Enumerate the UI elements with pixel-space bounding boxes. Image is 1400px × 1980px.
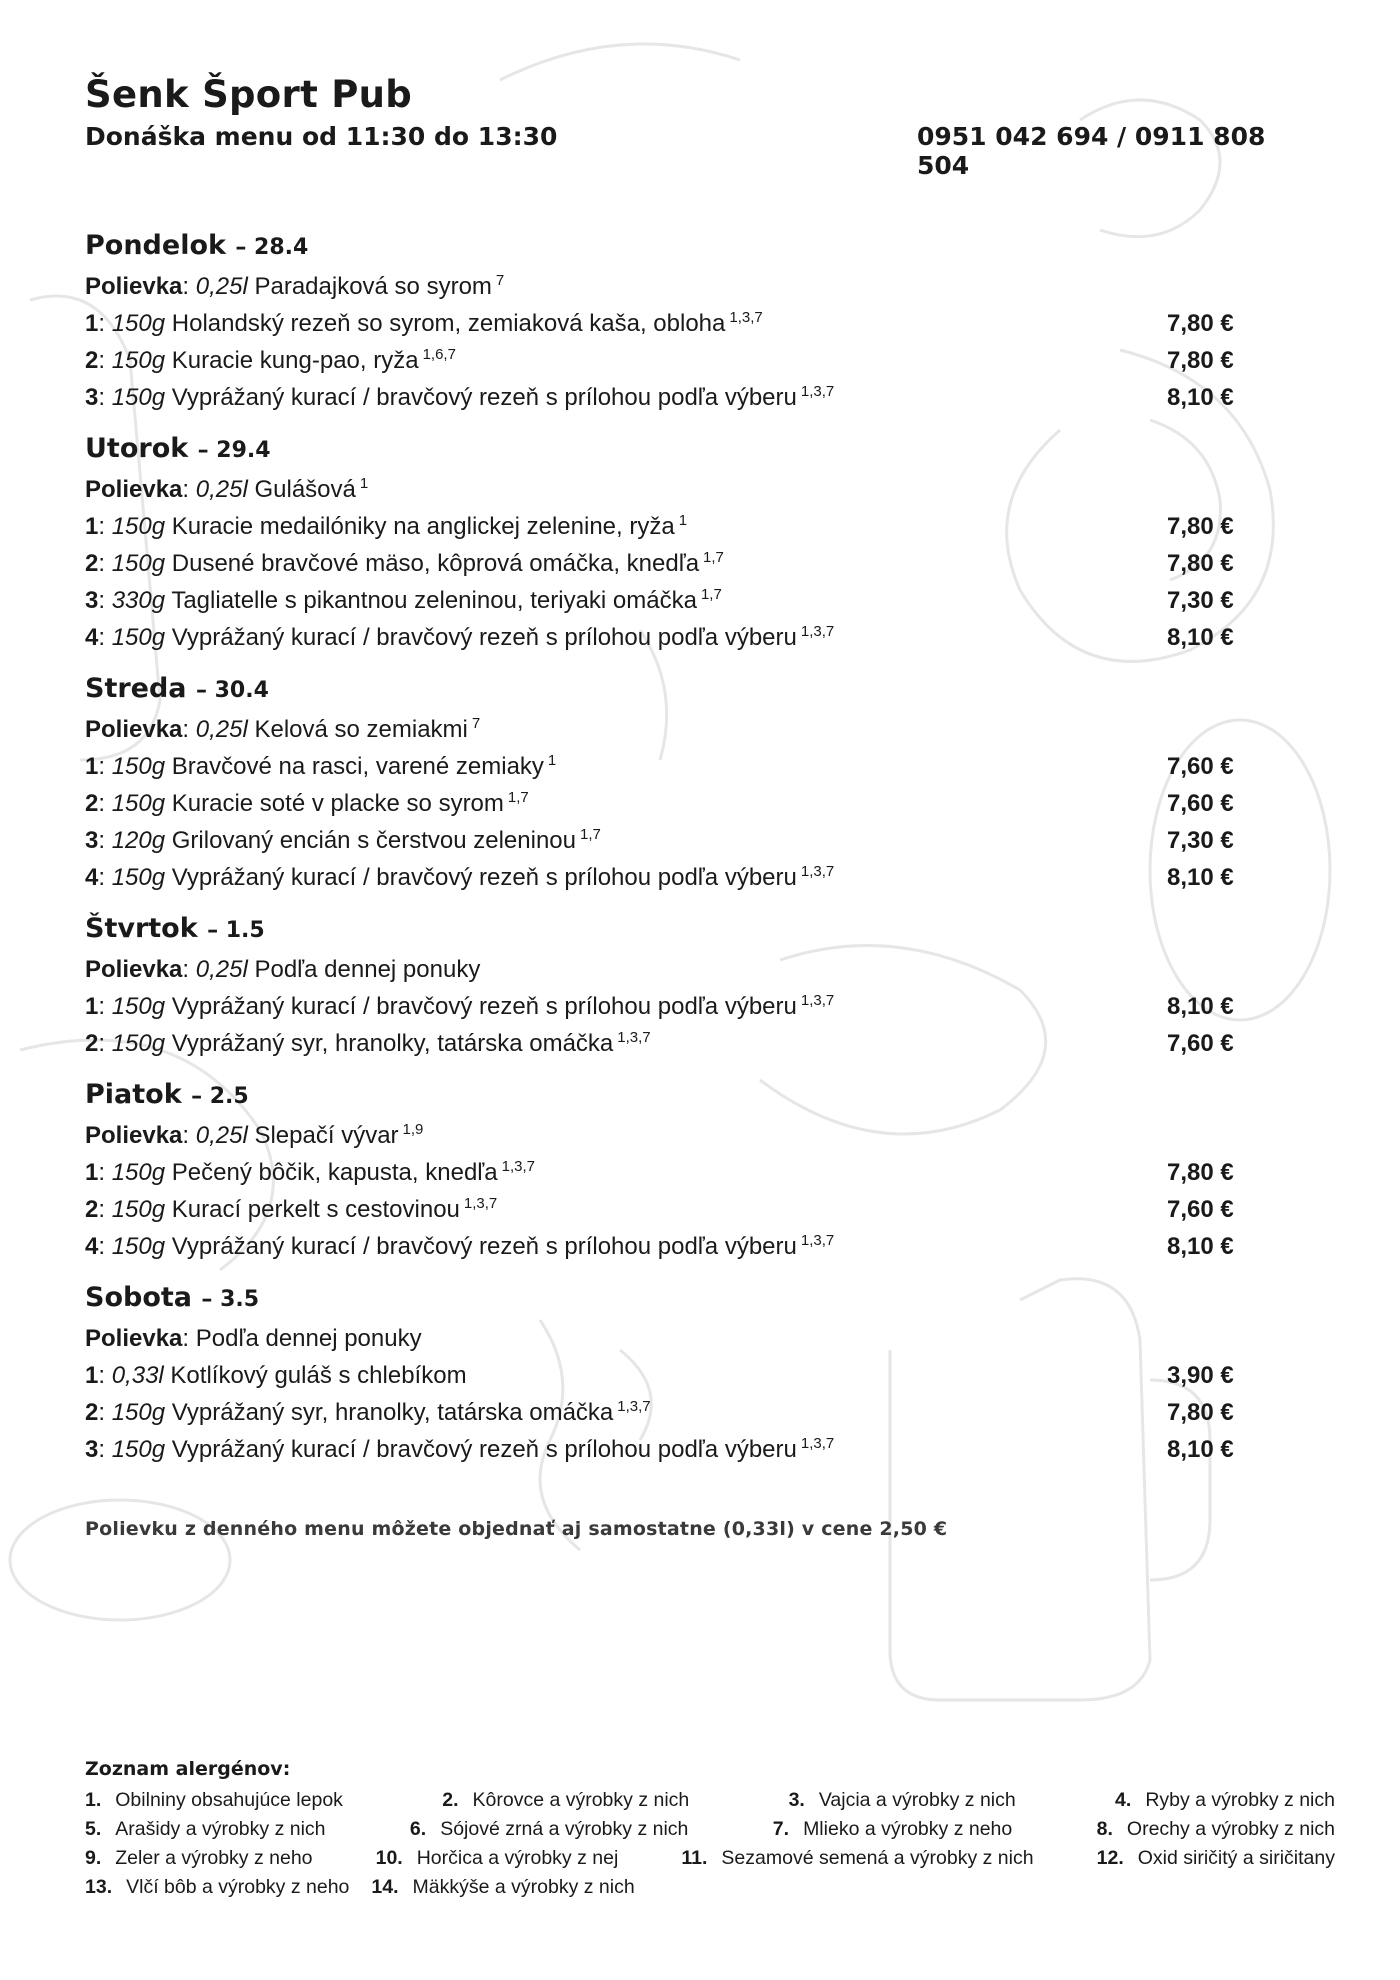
- item-portion: 150g: [111, 347, 166, 374]
- day-name: Utorok: [85, 433, 189, 464]
- item-allergens: 1,3,7: [617, 1029, 651, 1046]
- item-portion: 150g: [111, 753, 166, 780]
- item-price: 7,80 €: [1167, 310, 1234, 337]
- menu-item-row: [85, 785, 1325, 822]
- allergen-text: Obilniny obsahujúce lepok: [115, 1789, 343, 1811]
- item-label: Polievka: [85, 1325, 183, 1352]
- item-label: 1: [85, 513, 99, 540]
- allergen-text: Orechy a výrobky z nich: [1126, 1818, 1335, 1840]
- day-header: [85, 669, 1325, 709]
- pub-title: Šenk Šport Pub: [85, 73, 413, 116]
- item-description: 2: 150g Vyprážaný syr, hranolky, tatárska omáčka $^{1,3,7}$: [85, 1029, 651, 1057]
- item-portion: 150g: [111, 1159, 166, 1186]
- item-name: Kuracie soté v placke so syrom: [171, 790, 504, 817]
- allergen-item: [371, 1873, 634, 1902]
- item-description: 3: 150g Vyprážaný kurací / bravčový rezeň s prílohou podľa výberu $^{1,3,7}$: [85, 1435, 835, 1463]
- item-label: 3: [85, 384, 99, 411]
- allergen-number: 14.: [371, 1876, 399, 1898]
- item-description: 3: 120g Grilovaný encián s čerstvou zeleninou $^{1,7}$: [85, 826, 601, 854]
- item-price: 7,80 €: [1167, 347, 1234, 374]
- item-label: Polievka: [85, 1122, 183, 1149]
- day-section: [85, 226, 1325, 416]
- item-name: Grilovaný encián s čerstvou zeleninou: [171, 827, 576, 854]
- item-name: Vyprážaný syr, hranolky, tatárska omáčka: [171, 1399, 614, 1426]
- allergen-item: [410, 1815, 688, 1844]
- item-portion: 150g: [111, 1233, 166, 1260]
- item-name: Paradajková so syrom: [254, 273, 492, 300]
- item-name: Slepačí vývar: [254, 1122, 399, 1149]
- day-name: Štvrtok: [85, 913, 198, 944]
- item-label: 4: [85, 864, 99, 891]
- day-name: Pondelok: [85, 230, 226, 261]
- item-price: 8,10 €: [1167, 1436, 1234, 1463]
- allergen-text: Zeler a výrobky z neho: [115, 1847, 313, 1869]
- menu-item-row: [85, 582, 1325, 619]
- item-label: 4: [85, 624, 99, 651]
- item-portion: 0,33l: [111, 1362, 164, 1389]
- item-description: 4: 150g Vyprážaný kurací / bravčový rezeň s prílohou podľa výberu $^{1,3,7}$: [85, 1232, 835, 1260]
- menu-item-row: [85, 1394, 1325, 1431]
- item-label: 2: [85, 790, 99, 817]
- allergen-text: Ryby a výrobky z nich: [1145, 1789, 1335, 1811]
- day-header: [85, 226, 1325, 266]
- item-name: Gulášová: [254, 476, 356, 503]
- day-section: [85, 909, 1325, 1062]
- item-allergens: 1,7: [700, 586, 722, 603]
- item-price: 7,60 €: [1167, 753, 1234, 780]
- item-allergens: 1,3,7: [800, 1435, 835, 1452]
- day-date: – 29.4: [197, 438, 271, 463]
- allergen-text: Mlieko a výrobky z neho: [803, 1818, 1013, 1840]
- item-name: Pečený bôčik, kapusta, knedľa: [171, 1159, 498, 1186]
- item-label: Polievka: [85, 716, 183, 743]
- allergen-text: Oxid siričitý a siričitany: [1137, 1847, 1335, 1869]
- item-portion: 150g: [111, 864, 166, 891]
- item-portion: 150g: [111, 513, 166, 540]
- soup-note: Polievku z denného menu môžete objednať aj samostatne (0,33l) v cene 2,50 €: [85, 1518, 948, 1540]
- menu-item-row: [85, 1154, 1325, 1191]
- item-portion: 0,25l: [195, 1122, 248, 1149]
- menu-item-row: [85, 545, 1325, 582]
- item-portion: 150g: [111, 993, 166, 1020]
- item-label: 3: [85, 827, 99, 854]
- item-description: 1: 150g Holandský rezeň so syrom, zemiaková kaša, obloha $^{1,3,7}$: [85, 309, 763, 337]
- item-portion: 120g: [111, 827, 166, 854]
- menu-item-row: [85, 342, 1325, 379]
- allergen-number: 9.: [85, 1847, 102, 1869]
- allergen-number: 8.: [1096, 1818, 1113, 1840]
- allergen-number: 1.: [85, 1789, 102, 1811]
- menu-item-row: [85, 1357, 1325, 1394]
- allergen-item: [85, 1844, 313, 1873]
- item-allergens: 1,3,7: [800, 992, 835, 1009]
- item-name: Podľa dennej ponuky: [254, 956, 481, 983]
- item-label: 1: [85, 753, 99, 780]
- allergen-number: 13.: [85, 1876, 113, 1898]
- allergen-item: [85, 1873, 349, 1902]
- allergen-number: 7.: [772, 1818, 790, 1840]
- item-allergens: 1,3,7: [800, 383, 835, 400]
- soup-row: [85, 711, 1325, 748]
- menu-item-row: [85, 748, 1325, 785]
- item-description: 2: 150g Kurací perkelt s cestovinou $^{1,3,7}$: [85, 1195, 498, 1223]
- item-portion: 330g: [111, 587, 166, 614]
- soup-row: [85, 951, 1325, 988]
- allergen-text: Sezamové semená a výrobky z nich: [721, 1847, 1034, 1869]
- item-portion: 0,25l: [195, 956, 248, 983]
- item-name: Tagliatelle s pikantnou zeleninou, teriyaki omáčka: [171, 587, 697, 614]
- allergen-item: [1097, 1844, 1335, 1873]
- item-description: 2: 150g Dusené bravčové mäso, kôprová omáčka, knedľa $^{1,7}$: [85, 549, 724, 577]
- item-allergens: 1,6,7: [422, 346, 456, 363]
- item-label: Polievka: [85, 273, 183, 300]
- allergen-text: Vlčí bôb a výrobky z neho: [126, 1876, 350, 1898]
- menu-item-row: [85, 619, 1325, 656]
- allergen-number: 3.: [788, 1789, 805, 1811]
- allergen-item: [85, 1786, 343, 1815]
- item-price: 7,60 €: [1167, 1196, 1234, 1223]
- day-header: [85, 1278, 1325, 1318]
- allergen-item: [1115, 1786, 1335, 1815]
- menu-item-row: [85, 1431, 1325, 1468]
- soup-row: [85, 471, 1325, 508]
- item-price: 8,10 €: [1167, 864, 1234, 891]
- item-price: 8,10 €: [1167, 1233, 1234, 1260]
- menu-item-row: [85, 1025, 1325, 1062]
- menu-item-row: [85, 1191, 1325, 1228]
- item-name: Vyprážaný kurací / bravčový rezeň s prílohou podľa výberu: [171, 384, 797, 411]
- item-price: 7,80 €: [1167, 1399, 1234, 1426]
- day-date: – 28.4: [235, 235, 309, 260]
- day-date: – 1.5: [207, 918, 265, 943]
- item-name: Vyprážaný kurací / bravčový rezeň s prílohou podľa výberu: [171, 1233, 797, 1260]
- item-description: 1: 150g Kuracie medailóniky na anglickej zelenine, ryža $^1$: [85, 512, 688, 540]
- item-price: 3,90 €: [1167, 1362, 1234, 1389]
- allergen-text: Horčica a výrobky z nej: [416, 1847, 619, 1869]
- day-section: [85, 1278, 1325, 1468]
- menu-item-row: [85, 379, 1325, 416]
- item-name: Kotlíkový guláš s chlebíkom: [170, 1362, 467, 1389]
- menu-item-row: [85, 822, 1325, 859]
- item-allergens: 1: [359, 475, 369, 492]
- allergen-row: [85, 1815, 1335, 1844]
- allergen-text: Arašidy a výrobky z nich: [115, 1818, 326, 1840]
- item-portion: 150g: [111, 310, 166, 337]
- item-allergens: 7: [495, 272, 505, 289]
- day-name: Sobota: [85, 1282, 192, 1313]
- item-price: 7,60 €: [1167, 1030, 1234, 1057]
- menu-item-row: [85, 859, 1325, 896]
- allergen-number: 6.: [409, 1818, 427, 1840]
- item-allergens: 1,3,7: [800, 863, 835, 880]
- day-header: [85, 1075, 1325, 1115]
- day-date: – 30.4: [195, 678, 269, 703]
- allergen-row: [85, 1844, 1335, 1873]
- daily-menus: [85, 226, 1325, 1468]
- item-name: Kuracie kung-pao, ryža: [171, 347, 419, 374]
- item-label: 1: [85, 1362, 99, 1389]
- item-label: 2: [85, 347, 99, 374]
- item-label: 2: [85, 1399, 99, 1426]
- item-name: Holandský rezeň so syrom, zemiaková kaša, obloha: [171, 310, 726, 337]
- item-name: Kuracie medailóniky na anglickej zelenine, ryža: [171, 513, 675, 540]
- allergen-row: [85, 1873, 1335, 1902]
- day-name: Piatok: [85, 1079, 182, 1110]
- allergen-number: 5.: [85, 1818, 102, 1840]
- subheader: [85, 120, 1325, 180]
- item-allergens: 1,7: [507, 789, 529, 806]
- item-allergens: 1,3,7: [463, 1195, 498, 1212]
- item-name: Podľa dennej ponuky: [195, 1325, 422, 1352]
- allergen-list-title: Zoznam alergénov:: [85, 1758, 291, 1780]
- allergen-text: Kôrovce a výrobky z nich: [472, 1789, 690, 1811]
- soup-row: [85, 1320, 1325, 1357]
- item-label: 1: [85, 310, 99, 337]
- item-description: 2: 150g Kuracie soté v placke so syrom $^{1,7}$: [85, 789, 529, 817]
- allergen-text: Vajcia a výrobky z nich: [818, 1789, 1016, 1811]
- item-price: 7,80 €: [1167, 1159, 1234, 1186]
- item-name: Vyprážaný kurací / bravčový rezeň s prílohou podľa výberu: [171, 624, 797, 651]
- item-allergens: 7: [471, 715, 481, 732]
- item-name: Vyprážaný syr, hranolky, tatárska omáčka: [171, 1030, 614, 1057]
- item-price: 7,60 €: [1167, 790, 1234, 817]
- allergen-item: [773, 1815, 1012, 1844]
- item-allergens: 1,3,7: [800, 623, 835, 640]
- allergen-number: 11.: [681, 1847, 708, 1869]
- item-label: 3: [85, 1436, 99, 1463]
- item-portion: 150g: [111, 1436, 166, 1463]
- item-portion: 150g: [111, 384, 166, 411]
- phone-numbers: 0951 042 694 / 0911 808 504: [917, 122, 1266, 180]
- item-name: Bravčové na rasci, varené zemiaky: [171, 753, 544, 780]
- item-description: 1: 150g Vyprážaný kurací / bravčový rezeň s prílohou podľa výberu $^{1,3,7}$: [85, 992, 835, 1020]
- item-portion: 150g: [111, 1196, 166, 1223]
- menu-item-row: [85, 988, 1325, 1025]
- item-portion: 150g: [111, 790, 166, 817]
- allergen-item: [442, 1786, 689, 1815]
- allergen-item: [681, 1844, 1033, 1873]
- item-label: 2: [85, 550, 99, 577]
- item-label: 2: [85, 1030, 99, 1057]
- item-description: Polievka: 0,25l Paradajková so syrom $^7$: [85, 272, 505, 300]
- item-price: 7,30 €: [1167, 587, 1234, 614]
- item-price: 8,10 €: [1167, 384, 1234, 411]
- soup-row: [85, 268, 1325, 305]
- item-portion: 150g: [111, 1399, 166, 1426]
- item-allergens: 1,3,7: [501, 1158, 536, 1175]
- item-description: 3: 150g Vyprážaný kurací / bravčový rezeň s prílohou podľa výberu $^{1,3,7}$: [85, 383, 835, 411]
- allergen-row: [85, 1786, 1335, 1815]
- item-name: Kurací perkelt s cestovinou: [171, 1196, 460, 1223]
- allergen-list: [85, 1758, 1335, 1902]
- item-name: Vyprážaný kurací / bravčový rezeň s prílohou podľa výberu: [171, 1436, 797, 1463]
- item-description: 2: 150g Vyprážaný syr, hranolky, tatárska omáčka $^{1,3,7}$: [85, 1398, 651, 1426]
- item-portion: 0,25l: [195, 273, 248, 300]
- menu-page: [85, 70, 1325, 1540]
- item-allergens: 1: [678, 512, 688, 529]
- soup-row: [85, 1117, 1325, 1154]
- item-description: Polievka: 0,25l Gulášová $^1$: [85, 475, 369, 503]
- item-description: 2: 150g Kuracie kung-pao, ryža $^{1,6,7}$: [85, 346, 456, 374]
- delivery-hours: Donáška menu od 11:30 do 13:30: [85, 122, 558, 151]
- item-price: 8,10 €: [1167, 993, 1234, 1020]
- item-description: Polievka: Podľa dennej ponuky: [85, 1325, 422, 1352]
- allergen-number: 4.: [1115, 1789, 1132, 1811]
- item-allergens: 1,9: [402, 1121, 424, 1138]
- allergen-lines: [85, 1786, 1335, 1902]
- item-name: Kelová so zemiakmi: [254, 716, 468, 743]
- item-allergens: 1: [547, 752, 557, 769]
- menu-item-row: [85, 508, 1325, 545]
- allergen-number: 2.: [442, 1789, 459, 1811]
- allergen-text: Sójové zrná a výrobky z nich: [440, 1818, 689, 1840]
- item-name: Vyprážaný kurací / bravčový rezeň s prílohou podľa výberu: [171, 993, 797, 1020]
- item-label: 1: [85, 993, 99, 1020]
- allergen-number: 12.: [1096, 1847, 1124, 1869]
- item-allergens: 1,7: [703, 549, 724, 566]
- allergen-item: [1097, 1815, 1335, 1844]
- item-price: 7,80 €: [1167, 513, 1234, 540]
- item-allergens: 1,3,7: [617, 1398, 651, 1415]
- item-name: Dusené bravčové mäso, kôprová omáčka, knedľa: [171, 550, 700, 577]
- item-price: 7,80 €: [1167, 550, 1234, 577]
- allergen-item: [376, 1844, 619, 1873]
- item-allergens: 1,7: [579, 826, 601, 843]
- item-label: 4: [85, 1233, 99, 1260]
- day-name: Streda: [85, 673, 187, 704]
- item-description: 3: 330g Tagliatelle s pikantnou zeleninou, teriyaki omáčka $^{1,7}$: [85, 586, 722, 614]
- item-portion: 150g: [111, 624, 166, 651]
- item-label: Polievka: [85, 956, 183, 983]
- item-portion: 0,25l: [195, 716, 248, 743]
- day-section: [85, 1075, 1325, 1265]
- item-description: Polievka: 0,25l Slepačí vývar $^{1,9}$: [85, 1121, 424, 1149]
- item-description: 4: 150g Vyprážaný kurací / bravčový rezeň s prílohou podľa výberu $^{1,3,7}$: [85, 863, 835, 891]
- item-description: Polievka: 0,25l Kelová so zemiakmi $^7$: [85, 715, 481, 743]
- item-allergens: 1,3,7: [800, 1232, 835, 1249]
- item-description: 4: 150g Vyprážaný kurací / bravčový rezeň s prílohou podľa výberu $^{1,3,7}$: [85, 623, 835, 651]
- item-price: 7,30 €: [1167, 827, 1234, 854]
- allergen-item: [85, 1815, 326, 1844]
- item-label: 1: [85, 1159, 99, 1186]
- allergen-text: Mäkkýše a výrobky z nich: [412, 1876, 635, 1898]
- menu-item-row: [85, 305, 1325, 342]
- item-label: Polievka: [85, 476, 183, 503]
- item-portion: 0,25l: [195, 476, 248, 503]
- item-label: 3: [85, 587, 99, 614]
- item-label: 2: [85, 1196, 99, 1223]
- item-description: Polievka: 0,25l Podľa dennej ponuky: [85, 956, 481, 983]
- item-portion: 150g: [111, 550, 166, 577]
- item-price: 8,10 €: [1167, 624, 1234, 651]
- item-description: 1: 150g Bravčové na rasci, varené zemiaky $^1$: [85, 752, 557, 780]
- item-portion: 150g: [111, 1030, 166, 1057]
- day-header: [85, 909, 1325, 949]
- menu-item-row: [85, 1228, 1325, 1265]
- item-allergens: 1,3,7: [729, 309, 763, 326]
- day-date: – 2.5: [191, 1084, 249, 1109]
- item-description: 1: 150g Pečený bôčik, kapusta, knedľa $^{1,3,7}$: [85, 1158, 536, 1186]
- item-description: 1: 0,33l Kotlíkový guláš s chlebíkom: [85, 1362, 467, 1389]
- day-date: – 3.5: [201, 1287, 260, 1312]
- day-header: [85, 429, 1325, 469]
- allergen-item: [789, 1786, 1016, 1815]
- day-section: [85, 429, 1325, 656]
- item-name: Vyprážaný kurací / bravčový rezeň s prílohou podľa výberu: [171, 864, 797, 891]
- day-section: [85, 669, 1325, 896]
- allergen-number: 10.: [375, 1847, 403, 1869]
